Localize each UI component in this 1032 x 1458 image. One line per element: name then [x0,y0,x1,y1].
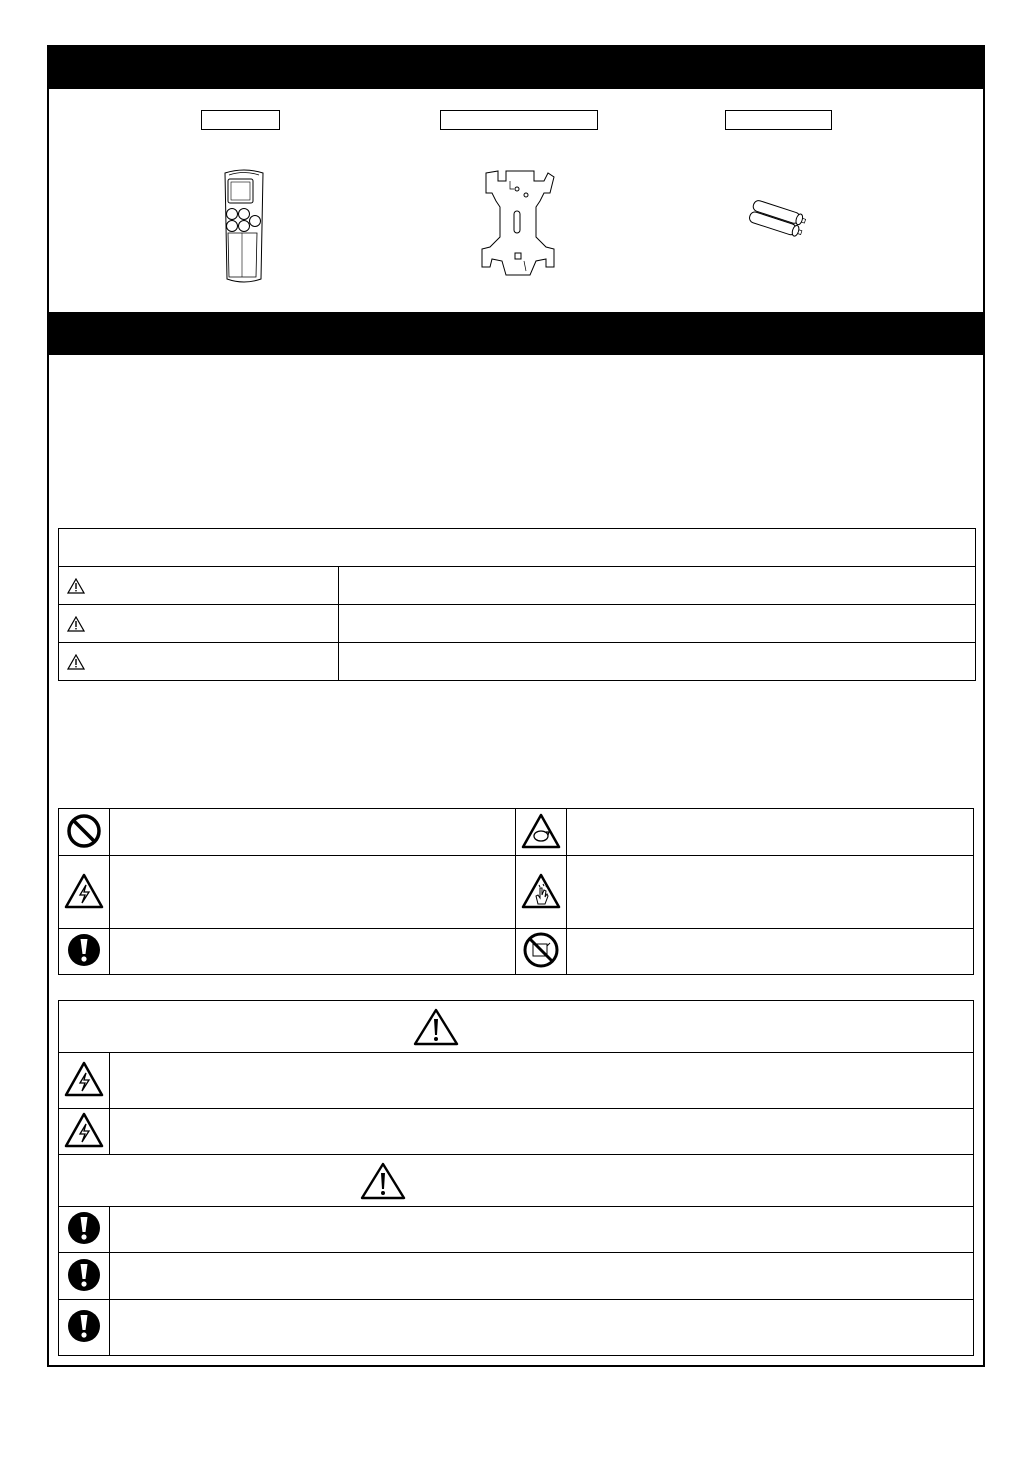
caution-text [110,1300,974,1356]
symbol-text [567,809,974,856]
warning-triangle-icon [67,616,85,632]
symbol-cell [59,1053,110,1109]
symbol-cell [516,856,567,929]
electric-shock-icon [64,873,104,909]
no-water-icon [522,931,560,969]
electric-shock-icon [64,1112,104,1148]
symbol-text [109,809,516,856]
symbol-text [109,929,516,975]
table-row [59,929,974,975]
table-row [59,1053,974,1109]
symbol-cell [59,1207,110,1253]
warning-text [110,1109,974,1155]
symbol-text [109,856,516,929]
batteries-icon [742,197,812,243]
accessory-label-batteries [725,110,832,130]
mandatory-icon [66,932,102,968]
warning-caution-table [58,1000,974,1356]
caution-text [110,1253,974,1300]
mandatory-icon [66,1308,102,1344]
remote-control-icon [219,169,269,287]
mandatory-icon [66,1210,102,1246]
caution-group-header [59,1155,974,1207]
caution-text [110,1207,974,1253]
warning-text [110,1053,974,1109]
warning-triangle-icon [67,654,85,670]
table-row [59,1253,974,1300]
safety-intro-text [61,367,971,517]
table-row [59,605,976,643]
table-row [59,567,976,605]
symbol-text [567,929,974,975]
electric-shock-icon [64,1061,104,1097]
symbol-cell [59,856,110,929]
hand-caution-icon [521,873,561,909]
signal-term-cell [59,643,339,681]
signal-term-cell [59,605,339,643]
accessory-label-remote [201,110,280,130]
symbol-cell [59,1109,110,1155]
page-frame [47,45,985,1367]
table-row [59,1001,974,1053]
signal-meaning [339,567,976,605]
signal-word-table [58,528,976,681]
caution-triangle-icon [360,1162,406,1200]
accessory-label-holder [440,110,598,130]
signal-meaning [339,643,976,681]
symbol-cell [59,1253,110,1300]
rotating-parts-icon [521,813,561,849]
symbol-cell [516,929,567,975]
safety-heading [49,312,983,355]
warning-triangle-icon [67,578,85,594]
table-row [59,1109,974,1155]
table-row [59,856,974,929]
signal-word-table-header [59,529,976,567]
table-row [59,1300,974,1356]
symbol-text [567,856,974,929]
symbol-cell [59,1300,110,1356]
symbol-cell [59,809,110,856]
warning-group-header [59,1001,974,1053]
table-row [59,1155,974,1207]
signal-meaning [339,605,976,643]
remote-holder-icon [474,167,564,285]
table-row [59,643,976,681]
symbol-cell [59,929,110,975]
symbol-cell [516,809,567,856]
table-row [59,809,974,856]
accessories-heading [49,47,983,89]
prohibition-icon [66,813,102,849]
table-row [59,1207,974,1253]
warning-triangle-icon [413,1008,459,1046]
symbol-table [58,808,974,975]
mandatory-icon [66,1257,102,1293]
signal-term-cell [59,567,339,605]
